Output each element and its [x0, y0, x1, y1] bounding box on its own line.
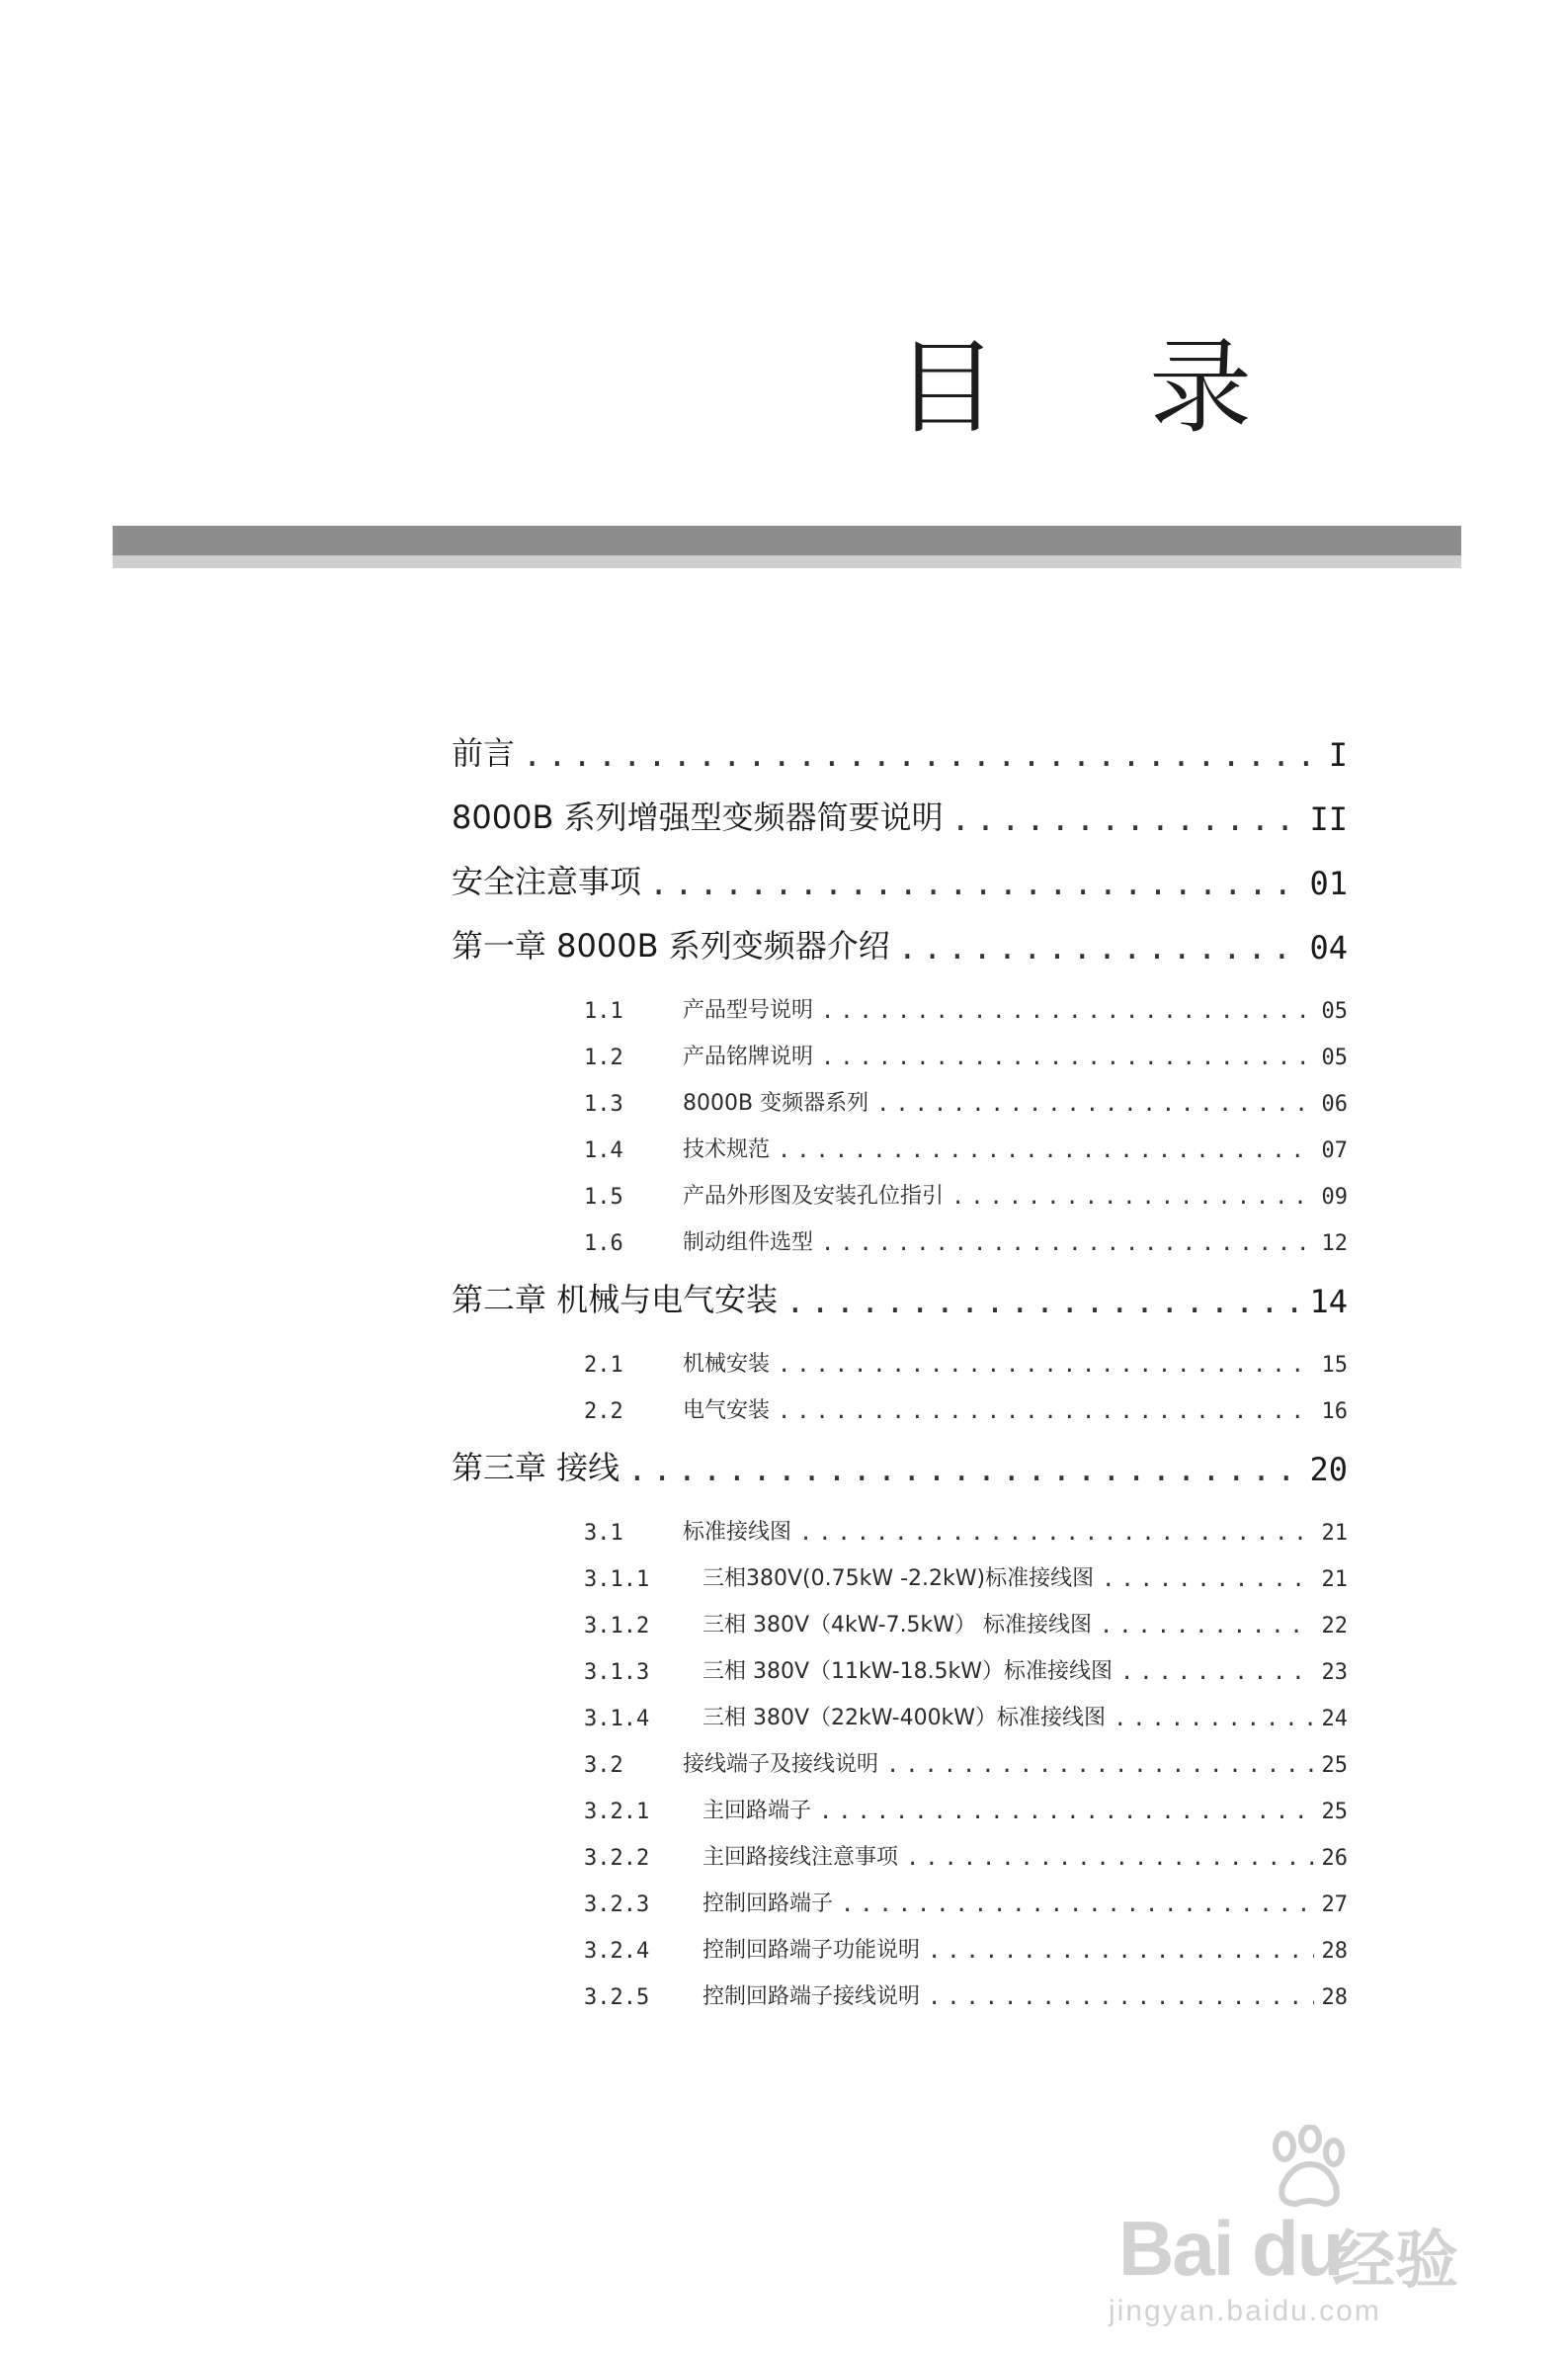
toc-chapter-entry — [452, 1424, 1348, 1488]
toc-page-number: 26 — [1321, 1846, 1348, 1871]
toc-page-number: 16 — [1321, 1399, 1348, 1424]
toc-entry-title: 主回路接线注意事项 — [702, 1845, 899, 1870]
toc-entry-title: 控制回路端子功能说明 — [702, 1938, 921, 1963]
toc-entry-title: 机械安装 — [683, 1352, 771, 1377]
toc-section-number: 1.5 — [584, 1185, 623, 1210]
toc-entry-title: 制动组件选型 — [683, 1230, 814, 1255]
toc-section-number: 3.2.3 — [584, 1892, 650, 1917]
toc-section-number: 2.2 — [584, 1399, 623, 1424]
toc-entry-title: 8000B 系列增强型变频器简要说明 — [452, 798, 944, 836]
toc-page-number: 04 — [1309, 929, 1348, 966]
toc-entry-title: 技术规范 — [683, 1137, 771, 1162]
toc-page-number: 25 — [1321, 1800, 1348, 1824]
toc-dot-leader — [778, 1399, 1313, 1424]
toc-section-entry — [452, 1117, 1348, 1163]
toc-section-number: 3.2.5 — [584, 1985, 650, 2010]
toc-entry-title: 标准接线图 — [683, 1520, 792, 1545]
watermark-url: jingyan.baidu.com — [1109, 2295, 1381, 2327]
toc-dot-leader — [821, 999, 1313, 1024]
toc-section-entry — [452, 1639, 1348, 1685]
watermark-brand-cn: 经验 — [1332, 2225, 1458, 2298]
toc-page-number: 22 — [1321, 1614, 1348, 1639]
toc-page-number: 14 — [1309, 1283, 1348, 1320]
toc-page-number: 25 — [1321, 1753, 1348, 1778]
baidu-jingyan-watermark — [1105, 2125, 1500, 2327]
toc-entry-title: 三相 380V（11kW-18.5kW）标准接线图 — [702, 1659, 1114, 1684]
toc-section-number: 1.4 — [584, 1138, 623, 1163]
toc-page-number: 07 — [1321, 1138, 1348, 1163]
toc-section-number: 1.2 — [584, 1046, 623, 1070]
toc-entry-title: 控制回路端子接线说明 — [702, 1984, 921, 2009]
toc-page-number: 20 — [1309, 1451, 1348, 1488]
toc-page-number: 24 — [1321, 1707, 1348, 1731]
toc-dot-leader — [1120, 1660, 1313, 1685]
toc-dot-leader — [785, 1283, 1301, 1320]
toc-entry-title: 8000B 变频器系列 — [683, 1091, 869, 1116]
toc-dot-leader — [928, 1985, 1313, 2010]
toc-dot-leader — [951, 1185, 1313, 1210]
table-of-contents — [452, 710, 1348, 2010]
toc-entry-title: 控制回路端子 — [702, 1891, 834, 1916]
toc-page-number: 09 — [1321, 1185, 1348, 1210]
toc-entry-title: 接线端子及接线说明 — [683, 1752, 879, 1777]
toc-section-number: 3.1.1 — [584, 1567, 650, 1592]
toc-section-entry — [452, 1378, 1348, 1424]
toc-section-entry — [452, 1592, 1348, 1639]
toc-page-number: 23 — [1321, 1660, 1348, 1685]
toc-dot-leader — [799, 1521, 1313, 1546]
toc-section-entry — [452, 1210, 1348, 1256]
toc-entry-title: 安全注意事项 — [452, 863, 642, 900]
toc-section-entry — [452, 966, 1348, 1024]
toc-section-number: 1.1 — [584, 999, 623, 1024]
toc-dot-leader — [821, 1231, 1313, 1256]
toc-section-entry — [452, 1917, 1348, 1964]
toc-section-entry — [452, 1070, 1348, 1117]
toc-dot-leader — [778, 1138, 1313, 1163]
toc-entry-title: 产品外形图及安装孔位指引 — [683, 1184, 945, 1209]
toc-section-entry — [452, 1024, 1348, 1070]
toc-entry-title: 三相 380V（4kW-7.5kW） 标准接线图 — [702, 1613, 1093, 1638]
toc-page-number: 28 — [1321, 1939, 1348, 1964]
toc-section-number: 3.2.4 — [584, 1939, 650, 1964]
toc-section-number: 3.2 — [584, 1753, 623, 1778]
toc-page-number: I — [1328, 736, 1348, 774]
toc-dot-leader — [1114, 1707, 1313, 1731]
watermark-brand: Bai du — [1118, 2205, 1343, 2292]
toc-page-number: 21 — [1321, 1567, 1348, 1592]
toc-dot-leader — [649, 865, 1301, 902]
toc-section-number: 1.6 — [584, 1231, 623, 1256]
toc-dot-leader — [821, 1046, 1313, 1070]
title-divider-bar — [113, 526, 1461, 555]
toc-section-entry — [452, 1871, 1348, 1917]
toc-section-entry — [452, 1546, 1348, 1592]
toc-entry-title: 产品型号说明 — [683, 998, 814, 1023]
toc-page-number: 28 — [1321, 1985, 1348, 2010]
toc-section-entry — [452, 1778, 1348, 1824]
title-divider-underline — [113, 555, 1461, 568]
toc-section-number: 3.2.2 — [584, 1846, 650, 1871]
toc-entry-title: 前言 — [452, 734, 516, 772]
toc-entry-title: 主回路端子 — [702, 1799, 812, 1823]
toc-chapter-entry — [452, 838, 1348, 902]
toc-dot-leader — [898, 929, 1302, 966]
toc-dot-leader — [778, 1353, 1313, 1378]
toc-page-number: 27 — [1321, 1892, 1348, 1917]
toc-section-entry — [452, 1685, 1348, 1731]
toc-chapter-entry — [452, 774, 1348, 838]
toc-section-number: 3.1.4 — [584, 1707, 650, 1731]
toc-section-number: 2.1 — [584, 1353, 623, 1378]
toc-dot-leader — [841, 1892, 1313, 1917]
toc-dot-leader — [1100, 1614, 1313, 1639]
toc-section-number: 3.1.2 — [584, 1614, 650, 1639]
toc-dot-leader — [819, 1800, 1313, 1824]
toc-dot-leader — [627, 1451, 1301, 1488]
toc-page-number: 15 — [1321, 1353, 1348, 1378]
toc-section-entry — [452, 1964, 1348, 2010]
toc-page-number: 06 — [1321, 1092, 1348, 1117]
toc-section-number: 3.1.3 — [584, 1660, 650, 1685]
toc-dot-leader — [928, 1939, 1313, 1964]
toc-chapter-entry — [452, 710, 1348, 774]
paw-logo-icon — [1263, 2125, 1352, 2214]
toc-page-number: 01 — [1309, 865, 1348, 902]
toc-entry-title: 第一章 8000B 系列变频器介绍 — [452, 927, 890, 965]
toc-section-number: 3.2.1 — [584, 1800, 650, 1824]
toc-section-number: 3.1 — [584, 1521, 623, 1546]
page-title: 目 录 — [894, 327, 1311, 448]
toc-section-entry — [452, 1163, 1348, 1210]
toc-page-number: 05 — [1321, 999, 1348, 1024]
toc-page-number: 21 — [1321, 1521, 1348, 1546]
toc-section-entry — [452, 1320, 1348, 1378]
toc-chapter-entry — [452, 1256, 1348, 1320]
toc-chapter-entry — [452, 902, 1348, 966]
toc-dot-leader — [1102, 1567, 1313, 1592]
toc-entry-title: 第三章 接线 — [452, 1449, 620, 1486]
toc-section-entry — [452, 1488, 1348, 1546]
toc-entry-title: 第二章 机械与电气安装 — [452, 1281, 779, 1318]
toc-entry-title: 三相 380V（22kW-400kW）标准接线图 — [702, 1706, 1107, 1730]
toc-page-number: 05 — [1321, 1046, 1348, 1070]
toc-section-entry — [452, 1824, 1348, 1871]
toc-entry-title: 产品铭牌说明 — [683, 1045, 814, 1069]
toc-dot-leader — [523, 736, 1321, 774]
toc-section-entry — [452, 1731, 1348, 1778]
toc-dot-leader — [906, 1846, 1313, 1871]
toc-page-number: II — [1309, 800, 1348, 838]
toc-section-number: 1.3 — [584, 1092, 623, 1117]
toc-dot-leader — [951, 800, 1302, 838]
toc-dot-leader — [886, 1753, 1313, 1778]
toc-dot-leader — [876, 1092, 1313, 1117]
toc-entry-title: 三相380V(0.75kW -2.2kW)标准接线图 — [702, 1566, 1095, 1591]
toc-page-number: 12 — [1321, 1231, 1348, 1256]
toc-entry-title: 电气安装 — [683, 1398, 771, 1423]
